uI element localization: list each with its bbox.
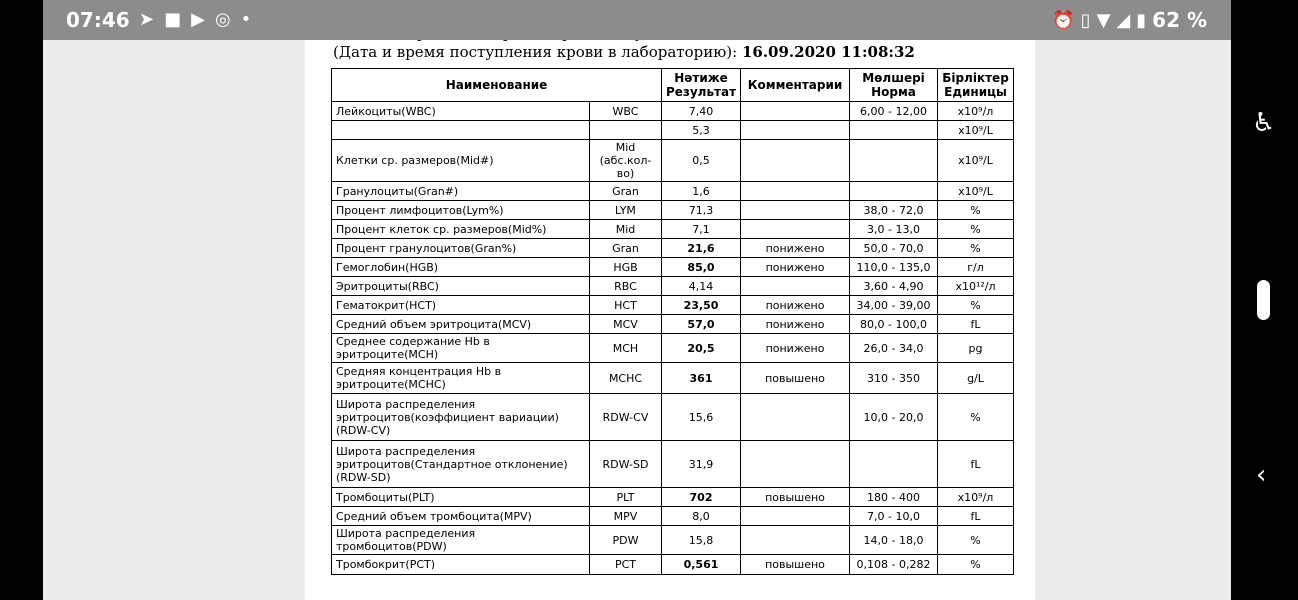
table-row — [332, 182, 1014, 201]
row-name: Средняя концентрация Hb в эритроците(MCHC) — [332, 363, 590, 394]
row-unit: % — [938, 526, 1014, 555]
table-row — [332, 315, 1014, 334]
table-row — [332, 394, 1014, 441]
header-comment: Комментарии — [741, 69, 850, 102]
row-unit: fL — [938, 315, 1014, 334]
row-comment — [741, 277, 850, 296]
vibrate-icon: ▯ — [1080, 9, 1091, 31]
row-name: Гранулоциты(Gran#) — [332, 182, 590, 201]
table-row — [332, 555, 1014, 575]
row-name: Средний объем тромбоцита(MPV) — [332, 507, 590, 526]
row-comment: понижено — [741, 296, 850, 315]
row-unit: x10⁹/л — [938, 102, 1014, 121]
row-result: 702 — [662, 488, 741, 507]
row-comment — [741, 526, 850, 555]
row-name: Процент клеток ср. размеров(Mid%) — [332, 220, 590, 239]
video-camera-icon: ■ — [164, 9, 182, 30]
header-result — [662, 69, 741, 102]
row-unit: x10¹²/л — [938, 277, 1014, 296]
row-norm: 14,0 - 18,0 — [850, 526, 938, 555]
row-unit: x10⁹/л — [938, 488, 1014, 507]
row-name — [332, 121, 590, 140]
row-comment: понижено — [741, 239, 850, 258]
row-code: RBC — [590, 277, 662, 296]
row-result: 5,3 — [662, 121, 741, 140]
row-comment: понижено — [741, 334, 850, 363]
row-name: Тромбокрит(PCT) — [332, 555, 590, 575]
row-code: Gran — [590, 239, 662, 258]
row-norm: 80,0 - 100,0 — [850, 315, 938, 334]
row-norm: 0,108 - 0,282 — [850, 555, 938, 575]
battery-icon: ▮ — [1136, 9, 1147, 31]
table-row — [332, 441, 1014, 488]
row-norm: 3,60 - 4,90 — [850, 277, 938, 296]
navigation-side — [1240, 0, 1290, 600]
header-units-kz: Бірліктер — [942, 71, 1009, 85]
header-units — [938, 69, 1014, 102]
row-norm: 110,0 - 135,0 — [850, 258, 938, 277]
table-row — [332, 201, 1014, 220]
dot-icon: • — [240, 9, 252, 30]
row-code: MCV — [590, 315, 662, 334]
telegram-icon: ➤ — [139, 9, 155, 30]
status-time: 07:46 — [66, 8, 130, 32]
system-icons — [1052, 8, 1207, 32]
header-units-ru: Единицы — [944, 85, 1007, 99]
notification-icons — [139, 9, 251, 30]
document-page[interactable] — [305, 0, 1035, 600]
row-name: Широта распределения эритроцитов(коэффициент вариации)(RDW-CV) — [332, 394, 590, 441]
row-result: 85,0 — [662, 258, 741, 277]
header-name: Наименование — [332, 69, 662, 102]
row-result: 0,5 — [662, 140, 741, 182]
lab-arrival-date-value: 16.09.2020 11:08:32 — [741, 43, 915, 61]
row-unit: x10⁹/L — [938, 121, 1014, 140]
row-unit: % — [938, 201, 1014, 220]
row-unit: g/L — [938, 363, 1014, 394]
row-unit: % — [938, 239, 1014, 258]
row-name: Среднее содержание Hb в эритроците(MCH) — [332, 334, 590, 363]
row-result: 7,1 — [662, 220, 741, 239]
header-result-ru: Результат — [665, 85, 737, 99]
row-norm: 180 - 400 — [850, 488, 938, 507]
row-unit: г/л — [938, 258, 1014, 277]
row-name: Тромбоциты(PLT) — [332, 488, 590, 507]
row-code: PCT — [590, 555, 662, 575]
signal-icon: ◢ — [1116, 9, 1131, 31]
table-header-row — [332, 69, 1014, 102]
row-name: Гемоглобин(HGB) — [332, 258, 590, 277]
row-result: 361 — [662, 363, 741, 394]
table-row — [332, 140, 1014, 182]
row-name: Средний объем эритроцита(MCV) — [332, 315, 590, 334]
row-code: Gran — [590, 182, 662, 201]
row-norm: 38,0 - 72,0 — [850, 201, 938, 220]
row-comment — [741, 102, 850, 121]
scrollbar-handle[interactable] — [1257, 280, 1270, 320]
status-bar — [43, 0, 1231, 40]
table-row — [332, 277, 1014, 296]
row-code: Mid — [590, 220, 662, 239]
wifi-icon: ▼ — [1096, 9, 1111, 31]
row-name: Эритроциты(RBC) — [332, 277, 590, 296]
header-norm-ru: Норма — [871, 85, 916, 99]
row-unit: pg — [938, 334, 1014, 363]
row-comment — [741, 507, 850, 526]
row-comment — [741, 441, 850, 488]
row-norm: 310 - 350 — [850, 363, 938, 394]
lab-arrival-date-line — [333, 43, 915, 61]
row-result: 4,14 — [662, 277, 741, 296]
row-result: 8,0 — [662, 507, 741, 526]
row-result: 31,9 — [662, 441, 741, 488]
row-name: Гематокрит(HCT) — [332, 296, 590, 315]
row-result: 7,40 — [662, 102, 741, 121]
table-row — [332, 363, 1014, 394]
row-comment: повышено — [741, 363, 850, 394]
table-row — [332, 102, 1014, 121]
table-row — [332, 488, 1014, 507]
alarm-icon: ⏰ — [1052, 9, 1075, 31]
row-comment: понижено — [741, 258, 850, 277]
row-norm — [850, 441, 938, 488]
row-code: Mid (абс.кол-во) — [590, 140, 662, 182]
row-unit: fL — [938, 441, 1014, 488]
row-norm — [850, 140, 938, 182]
row-result: 21,6 — [662, 239, 741, 258]
row-unit: % — [938, 296, 1014, 315]
row-norm: 3,0 - 13,0 — [850, 220, 938, 239]
row-code: HCT — [590, 296, 662, 315]
row-comment: повышено — [741, 488, 850, 507]
row-code: MPV — [590, 507, 662, 526]
row-name: Процент гранулоцитов(Gran%) — [332, 239, 590, 258]
row-name: Лейкоциты(WBC) — [332, 102, 590, 121]
accessibility-icon[interactable]: ♿ — [1252, 108, 1276, 138]
row-result: 15,8 — [662, 526, 741, 555]
row-unit: % — [938, 394, 1014, 441]
table-row — [332, 220, 1014, 239]
row-code: MCH — [590, 334, 662, 363]
row-norm: 26,0 - 34,0 — [850, 334, 938, 363]
row-code — [590, 121, 662, 140]
row-result: 57,0 — [662, 315, 741, 334]
row-comment — [741, 394, 850, 441]
row-comment — [741, 121, 850, 140]
row-result: 23,50 — [662, 296, 741, 315]
row-comment — [741, 182, 850, 201]
row-result: 15,6 — [662, 394, 741, 441]
table-row — [332, 121, 1014, 140]
lab-results-table — [331, 68, 1014, 575]
lab-arrival-date-label: (Дата и время поступления крови в лабораторию): — [333, 43, 742, 61]
row-name: Широта распределения эритроцитов(Стандартное отклонение)(RDW-SD) — [332, 441, 590, 488]
row-norm — [850, 121, 938, 140]
row-name: Клетки ср. размеров(Mid#) — [332, 140, 590, 182]
row-result: 0,561 — [662, 555, 741, 575]
row-comment — [741, 220, 850, 239]
row-code: MCHC — [590, 363, 662, 394]
header-result-kz: Нәтиже — [674, 71, 728, 85]
row-comment: повышено — [741, 555, 850, 575]
row-norm: 50,0 - 70,0 — [850, 239, 938, 258]
row-norm: 6,00 - 12,00 — [850, 102, 938, 121]
row-code: PLT — [590, 488, 662, 507]
row-code: PDW — [590, 526, 662, 555]
row-comment: понижено — [741, 315, 850, 334]
row-norm: 10,0 - 20,0 — [850, 394, 938, 441]
header-norm-kz: Мөлшері — [862, 71, 925, 85]
youtube-icon: ▶ — [191, 9, 205, 30]
row-result: 1,6 — [662, 182, 741, 201]
row-code: WBC — [590, 102, 662, 121]
row-norm: 7,0 - 10,0 — [850, 507, 938, 526]
table-row — [332, 334, 1014, 363]
row-result: 20,5 — [662, 334, 741, 363]
table-row — [332, 507, 1014, 526]
table-row — [332, 526, 1014, 555]
header-norm — [850, 69, 938, 102]
row-code: HGB — [590, 258, 662, 277]
row-norm — [850, 182, 938, 201]
battery-level: 62 % — [1152, 8, 1207, 32]
table-row — [332, 239, 1014, 258]
row-unit: fL — [938, 507, 1014, 526]
table-row — [332, 296, 1014, 315]
row-result: 71,3 — [662, 201, 741, 220]
row-comment — [741, 201, 850, 220]
row-unit: x10⁹/L — [938, 140, 1014, 182]
row-comment — [741, 140, 850, 182]
row-code: RDW-SD — [590, 441, 662, 488]
row-unit: x10⁹/L — [938, 182, 1014, 201]
row-unit: % — [938, 555, 1014, 575]
row-code: RDW-CV — [590, 394, 662, 441]
row-name: Процент лимфоцитов(Lym%) — [332, 201, 590, 220]
row-code: LYM — [590, 201, 662, 220]
row-norm: 34,00 - 39,00 — [850, 296, 938, 315]
instagram-icon: ◎ — [214, 9, 231, 30]
row-unit: % — [938, 220, 1014, 239]
row-name: Широта распределения тромбоцитов(PDW) — [332, 526, 590, 555]
chevron-left-icon[interactable]: ‹ — [1256, 460, 1267, 490]
table-row — [332, 258, 1014, 277]
